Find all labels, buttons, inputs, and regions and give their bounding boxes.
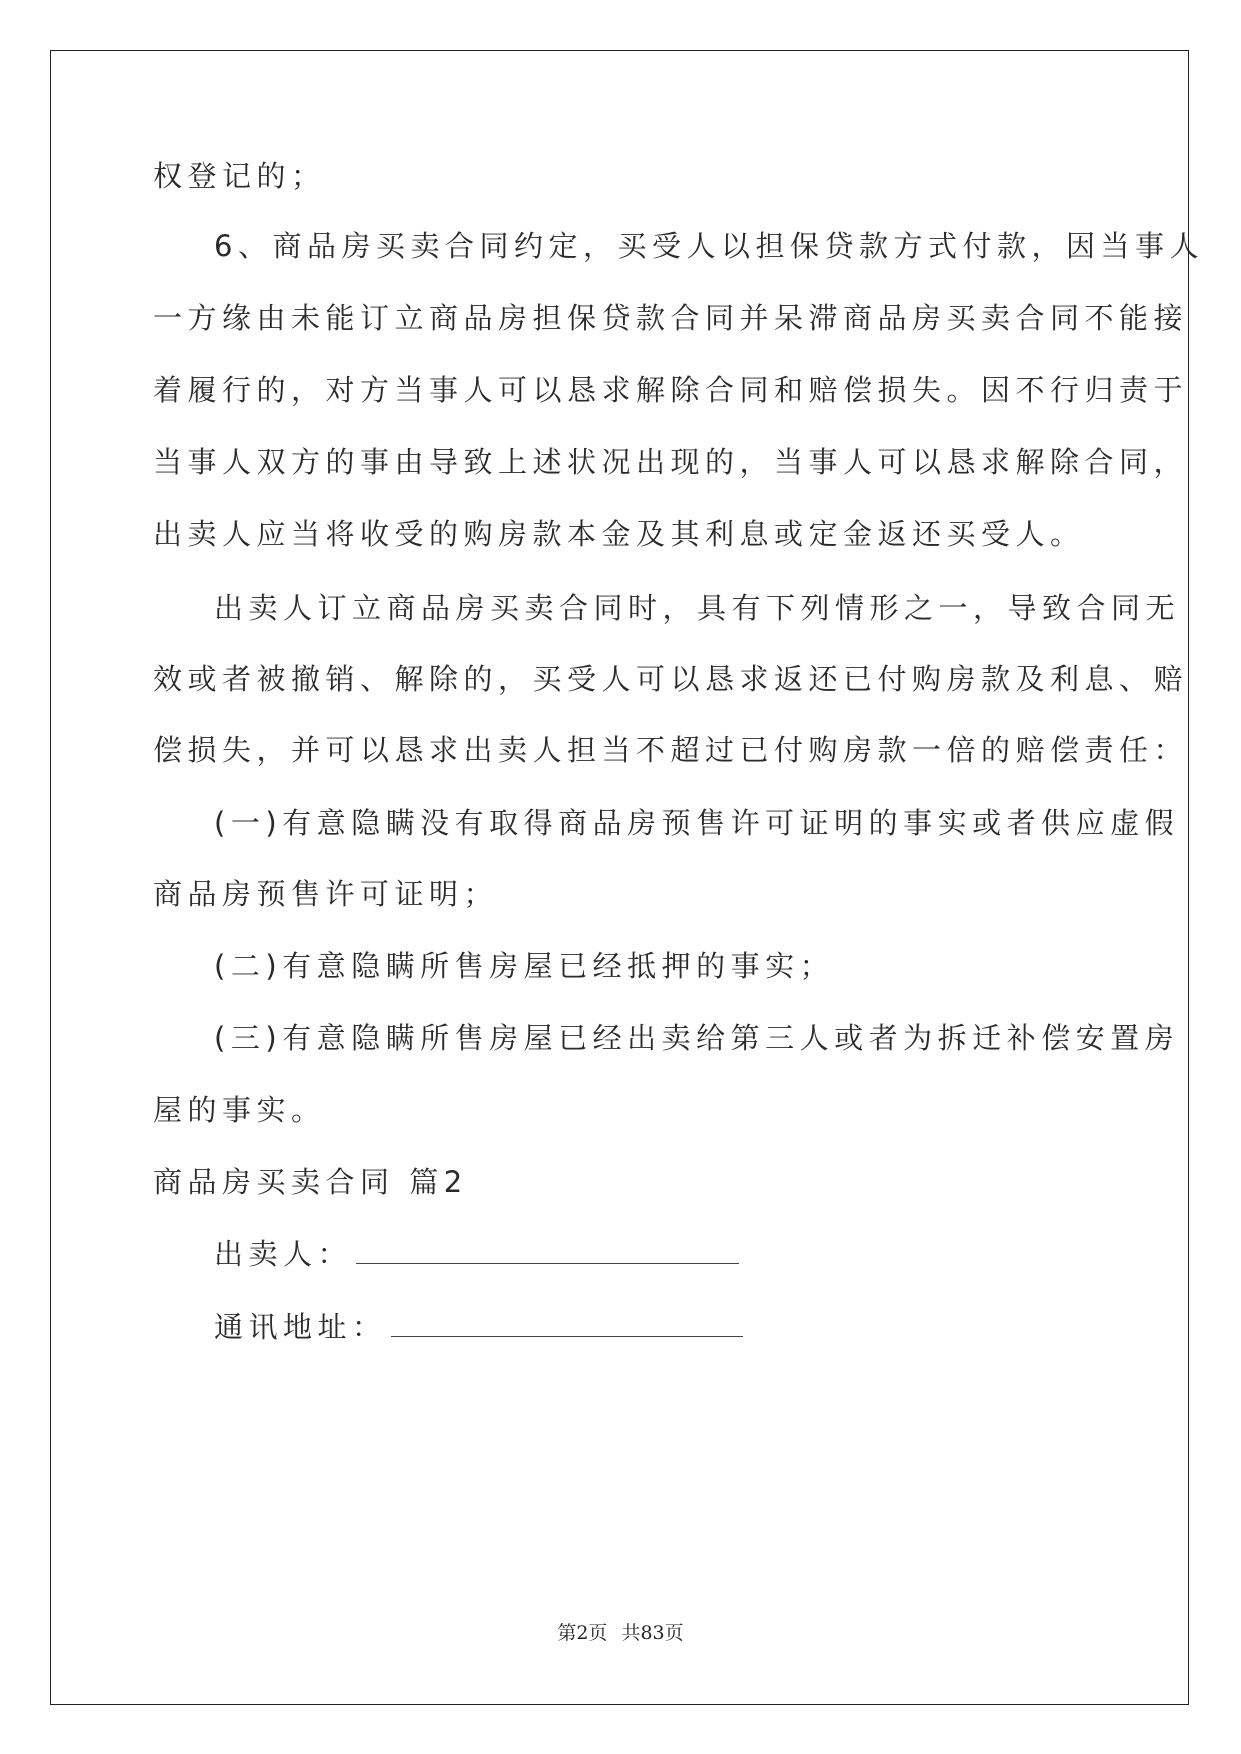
section-heading: 商品房买卖合同 篇2 — [153, 1165, 468, 1199]
body-line-7: 出卖人订立商品房买卖合同时，具有下列情形之一，导致合同无 — [214, 591, 1181, 625]
body-line-3: 一方缘由未能订立商品房担保贷款合同并呆滞商品房买卖合同不能接 — [153, 301, 1189, 335]
page-footer — [0, 1618, 1241, 1645]
address-blank — [391, 1314, 743, 1337]
body-line-10: (一)有意隐瞒没有取得商品房预售许可证明的事实或者供应虚假 — [214, 806, 1180, 840]
body-line-9: 偿损失，并可以恳求出卖人担当不超过已付购房款一倍的赔偿责任： — [153, 733, 1189, 767]
body-line-6: 出卖人应当将收受的购房款本金及其利息或定金返还买受人。 — [153, 517, 1085, 551]
seller-field — [214, 1234, 739, 1274]
body-line-13: (三)有意隐瞒所售房屋已经出卖给第三人或者为拆迁补偿安置房 — [214, 1021, 1180, 1055]
body-line-4: 着履行的，对方当事人可以恳求解除合同和赔偿损失。因不行归责于 — [153, 373, 1189, 407]
body-line-14: 屋的事实。 — [153, 1093, 326, 1127]
address-label: 通讯地址： — [214, 1310, 387, 1344]
body-line-1: 权登记的； — [153, 159, 326, 193]
body-line-11: 商品房预售许可证明； — [153, 877, 499, 911]
seller-label: 出卖人： — [214, 1237, 353, 1271]
body-line-5: 当事人双方的事由导致上述状况出现的，当事人可以恳求解除合同， — [153, 445, 1189, 479]
body-line-12: (二)有意隐瞒所售房屋已经抵押的事实； — [214, 949, 835, 983]
body-line-2: 6、商品房买卖合同约定，买受人以担保贷款方式付款，因当事人 — [214, 229, 1204, 263]
body-line-8: 效或者被撤销、解除的，买受人可以恳求返还已付购房款及利息、赔 — [153, 662, 1189, 696]
page-number: 第2页 — [557, 1622, 608, 1644]
address-field — [214, 1307, 743, 1347]
seller-blank — [356, 1241, 739, 1264]
page-total: 共83页 — [621, 1622, 684, 1644]
